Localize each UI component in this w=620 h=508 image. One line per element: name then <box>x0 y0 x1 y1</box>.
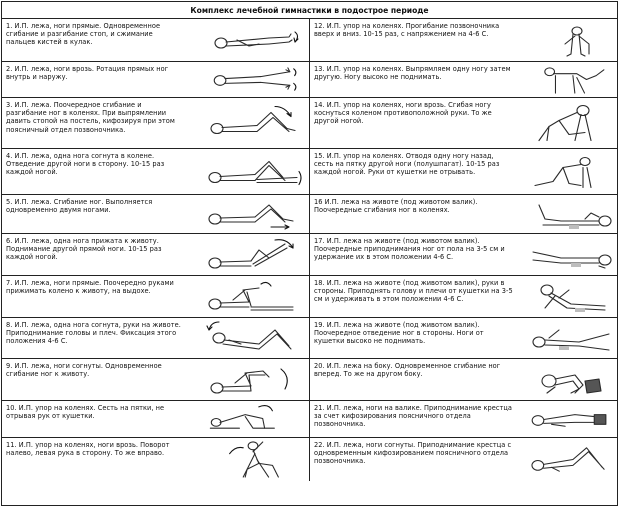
exercise-text: 3. И.П. лежа. Поочередное сгибание и разгибание ног в коленях. При выпрямлении давить стопой на постель, кифозируя при этом поясничный отдел позвоночника. <box>6 101 175 134</box>
exercise-text: 4. И.П. лежа, одна нога согнута в колене. Отведение другой ноги в сторону. 10-15 раз каждой ногой. <box>6 152 165 177</box>
exercise-text: 12. И.П. упор на коленях. Прогибание позвоночника вверх и вниз. 10-15 раз, с напряжением на 4-6 С. <box>314 22 500 39</box>
exercise-cell <box>310 359 617 401</box>
exercise-text: 15. И.П. упор на коленях. Отводя одну ногу назад, сесть на пятку другой ноги (полушпагат). 10-15 раз каждой ногой. Руки от кушетки не отрывать. <box>314 152 500 177</box>
exercise-cell <box>310 62 617 98</box>
exercise-text: 22. И.П. лежа, ноги согнуты. Приподнимание крестца с одновременным кифозированием поясничного отдела позвоночника. <box>314 441 512 466</box>
exercise-text: 10. И.П. упор на коленях. Сесть на пятки, не отрывая рук от кушетки. <box>6 404 165 421</box>
supine-bent-sacrum-lift-icon <box>525 440 615 479</box>
exercise-text: 21. И.П. лежа, ноги на валике. Приподнимание крестца за счет кифозирования поясничного отдела позвоночника. <box>314 404 513 429</box>
exercise-text: 17. И.П. лежа на животе (под животом валик). Поочередные приподнимания ног от пола на 3-5 см и удержание их в этом положении 4-6 С. <box>314 237 505 262</box>
lying-leg-abduction-icon <box>199 151 307 192</box>
exercise-text: 2. И.П. лежа, ноги врозь. Ротация прямых ног внутрь и наружу. <box>6 65 169 82</box>
side-lying-leg-bend-icon <box>525 361 615 398</box>
exercise-text: 11. И.П. упор на коленях, ноги врозь. Поворот налево, левая рука в сторону. То же вправо. <box>6 441 170 458</box>
lying-leg-rotation-icon <box>199 64 307 95</box>
kneeling-sit-back-icon <box>199 403 307 435</box>
exercise-cell <box>310 149 617 195</box>
exercise-cell <box>2 98 309 149</box>
exercise-text: 1. И.П. лежа, ноги прямые. Одновременное сгибание и разгибание стоп, и сжимание пальцев кистей в кулак. <box>6 22 161 47</box>
prone-head-shoulders-lift-icon <box>525 278 615 315</box>
exercise-cell <box>2 318 309 359</box>
prone-leg-abduction-icon <box>525 320 615 356</box>
exercise-cell <box>310 318 617 359</box>
exercise-text: 8. И.П. лежа, одна нога согнута, руки на животе. Приподнимание головы и плеч. Фиксация этого положения 4-6 С. <box>6 321 181 346</box>
supine-sacrum-lift-icon <box>525 403 615 435</box>
exercise-cell <box>2 359 309 401</box>
left-column <box>2 19 310 481</box>
exercise-text: 18. И.П. лежа на животе (под животом валик), руки в стороны. Приподнять голову и плечи от кушетки на 3-5 см и удерживать в этом положении 4-6 С. <box>314 279 513 304</box>
kneeling-twist-icon <box>199 440 307 479</box>
exercise-cell <box>2 19 309 62</box>
exercise-table <box>1 1 618 506</box>
right-column <box>310 19 617 481</box>
exercise-cell <box>310 98 617 149</box>
lying-feet-flex-icon <box>199 21 307 59</box>
exercise-cell <box>2 149 309 195</box>
exercise-cell <box>310 401 617 438</box>
exercise-text: 7. И.П. лежа, ноги прямые. Поочередно руками прижимать колено к животу, на выдохе. <box>6 279 174 296</box>
exercise-cell <box>310 276 617 318</box>
exercise-cell <box>310 234 617 276</box>
exercise-cell <box>2 438 309 481</box>
all-fours-leg-extend-icon <box>525 64 615 95</box>
table-title: Комплекс лечебной гимнастики в подострое периоде <box>2 2 617 19</box>
lying-head-lift-icon <box>199 320 307 356</box>
exercise-cell <box>2 276 309 318</box>
exercise-cell <box>2 195 309 234</box>
prone-leg-lift-icon <box>525 236 615 273</box>
all-fours-knee-to-hand-icon <box>525 100 615 146</box>
lying-both-legs-bend-icon <box>199 197 307 231</box>
exercise-text: 16 И.П. лежа на животе (под животом валик). Поочередные сгибания ног в коленях. <box>314 198 478 215</box>
exercise-cell <box>310 19 617 62</box>
lying-both-knees-chest-icon <box>199 361 307 398</box>
exercise-cell <box>2 401 309 438</box>
lying-knee-to-chest-icon <box>199 278 307 315</box>
exercise-cell <box>310 438 617 481</box>
exercise-text: 20. И.П. лежа на боку. Одновременное сгибание ног вперед. То же на другом боку. <box>314 362 501 379</box>
exercise-cell <box>310 195 617 234</box>
exercise-cell <box>2 62 309 98</box>
exercise-text: 9. И.П. лежа, ноги согнуты. Одновременное сгибание ног к животу. <box>6 362 162 379</box>
exercise-cell <box>2 234 309 276</box>
prone-knee-bend-icon <box>525 197 615 231</box>
exercise-text: 5. И.П. лежа. Сгибание ног. Выполняется одновременно двумя ногами. <box>6 198 153 215</box>
lying-knee-bend-icon <box>199 100 307 146</box>
exercise-text: 14. И.П. упор на коленях, ноги врозь. Сгибая ногу коснуться коленом противоположной руки. То же другой ногой. <box>314 101 492 126</box>
exercise-text: 19. И.П. лежа на животе (под животом валик). Поочередное отведение ног в стороны. Ноги от кушетки высоко не поднимать. <box>314 321 484 346</box>
exercise-text: 13. И.П. упор на коленях. Выпрямляем одну ногу затем другую. Ногу высоко не поднимать. <box>314 65 511 82</box>
exercise-text: 6. И.П. лежа, одна нога прижата к животу. Поднимание другой прямой ноги. 10-15 раз каждой ногой. <box>6 237 162 262</box>
all-fours-half-split-icon <box>525 151 615 192</box>
all-fours-arch-icon <box>525 21 615 59</box>
lying-straight-leg-raise-icon <box>199 236 307 273</box>
